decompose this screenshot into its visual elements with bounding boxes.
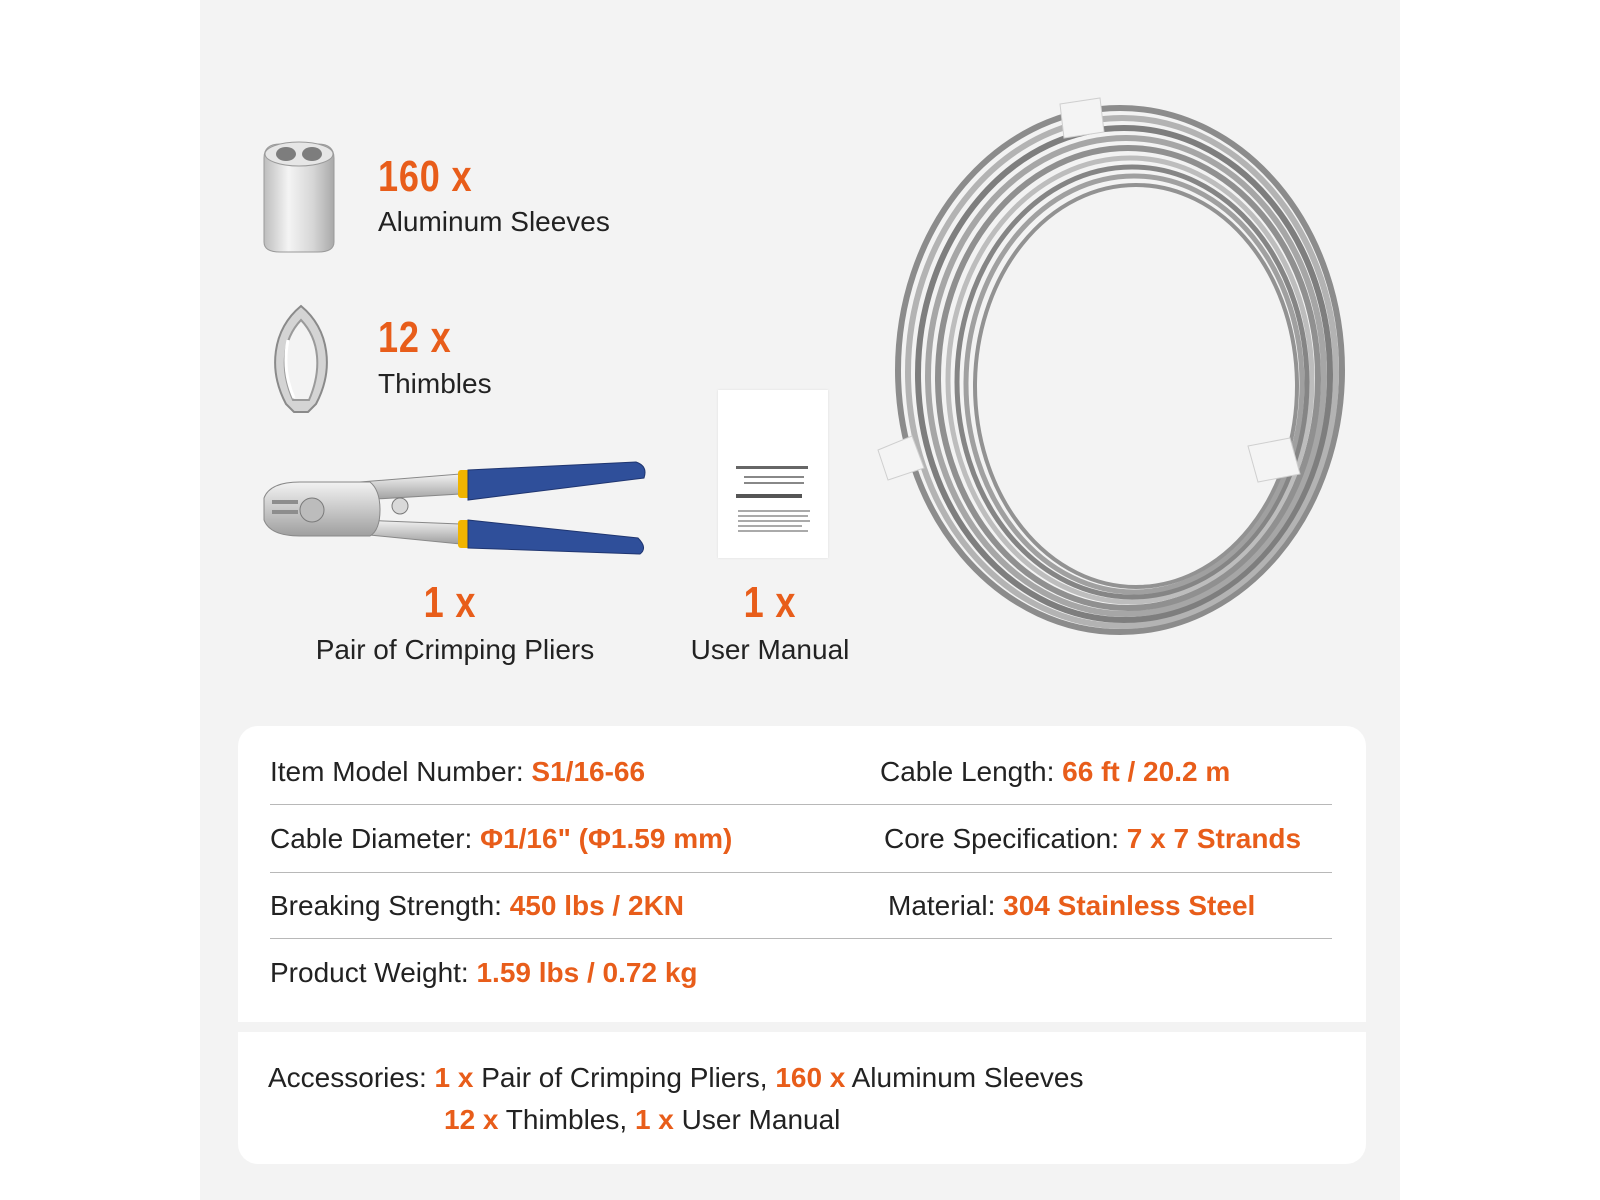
manual-quantity: 1 x (743, 578, 797, 627)
aluminum-sleeve-image (258, 138, 340, 256)
accessories-line-1 (268, 1062, 1084, 1094)
accessory-name: Thimbles, (505, 1104, 628, 1135)
pliers-label: Pair of Crimping Pliers (315, 634, 595, 665)
thimbles-label: Thimbles (378, 368, 492, 399)
accessories-card (238, 1032, 1366, 1164)
spec-divider (270, 938, 1332, 939)
spec-length (880, 756, 1230, 788)
accessory-qty: 1 x (634, 1104, 674, 1135)
accessory-name: User Manual (681, 1104, 841, 1135)
spec-model-label: Item Model Number: (270, 756, 524, 787)
spec-weight (270, 957, 698, 989)
spec-diameter-value: Φ1/16" (Φ1.59 mm) (480, 823, 733, 854)
spec-model (270, 756, 645, 788)
spec-diameter-label: Cable Diameter: (270, 823, 473, 854)
spec-length-value: 66 ft / 20.2 m (1062, 756, 1231, 787)
crimping-pliers-image (260, 460, 650, 560)
accessory-qty: 12 x (444, 1104, 499, 1135)
spec-divider (270, 872, 1332, 873)
sleeves-label: Aluminum Sleeves (378, 206, 610, 237)
spec-core-label: Core Specification: (884, 823, 1120, 854)
thimble-image (266, 300, 336, 418)
accessories-line-2 (444, 1104, 840, 1136)
spec-weight-value: 1.59 lbs / 0.72 kg (476, 957, 698, 988)
thimbles-quantity: 12 x (378, 313, 452, 362)
spec-length-label: Cable Length: (880, 756, 1055, 787)
manual-label: User Manual (690, 634, 850, 665)
accessory-name: Aluminum Sleeves (851, 1062, 1084, 1093)
spec-model-value: S1/16-66 (531, 756, 646, 787)
spec-strength-label: Breaking Strength: (270, 890, 502, 921)
spec-core-value: 7 x 7 Strands (1126, 823, 1302, 854)
sleeves-quantity: 160 x (378, 152, 473, 201)
spec-strength (270, 890, 684, 922)
accessory-qty: 1 x (434, 1062, 474, 1093)
spec-material-label: Material: (888, 890, 996, 921)
specifications-card (238, 726, 1366, 1022)
accessories-label: Accessories: (268, 1062, 427, 1093)
wire-rope-coil-image (860, 80, 1380, 640)
spec-core (884, 823, 1301, 855)
spec-material-value: 304 Stainless Steel (1003, 890, 1256, 921)
spec-weight-label: Product Weight: (270, 957, 469, 988)
spec-strength-value: 450 lbs / 2KN (509, 890, 685, 921)
user-manual-image (718, 390, 828, 558)
spec-diameter (270, 823, 732, 855)
spec-divider (270, 804, 1332, 805)
spec-material (888, 890, 1255, 922)
accessory-name: Pair of Crimping Pliers, (481, 1062, 768, 1093)
accessory-qty: 160 x (775, 1062, 846, 1093)
pliers-quantity: 1 x (423, 578, 477, 627)
